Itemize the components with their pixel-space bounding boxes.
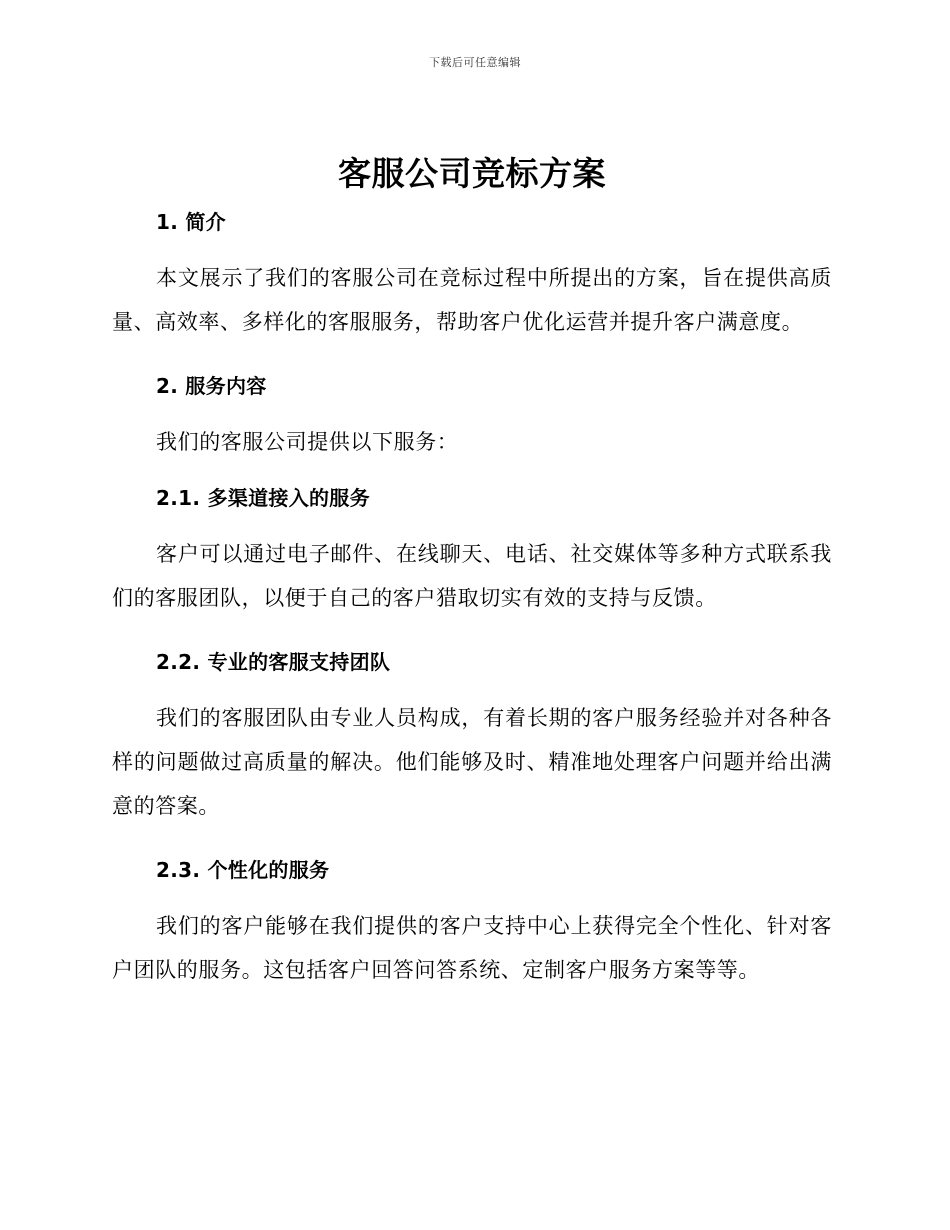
section-personalized <box>112 856 832 992</box>
section-multichannel <box>112 484 832 620</box>
section-heading: 2.1. 多渠道接入的服务 <box>156 486 370 510</box>
section-heading: 1. 简介 <box>156 210 226 234</box>
section-services <box>112 372 832 456</box>
section-paragraph: 我们的客服公司提供以下服务： <box>156 430 459 454</box>
section-heading: 2.2. 专业的客服支持团队 <box>156 650 391 674</box>
document-body <box>112 150 832 992</box>
section-heading: 2.3. 个性化的服务 <box>156 858 330 882</box>
document-title: 客服公司竞标方案 <box>338 154 606 193</box>
section-paragraph: 本文展示了我们的客服公司在竞标过程中所提出的方案，旨在提供高质量、高效率、多样化的客服服务，帮助客户优化运营并提升客户满意度。 <box>112 266 832 334</box>
section-heading: 2. 服务内容 <box>156 374 267 398</box>
section-paragraph: 我们的客户能够在我们提供的客户支持中心上获得完全个性化、针对客户团队的服务。这包括客户回答问答系统、定制客户服务方案等等。 <box>112 914 832 982</box>
section-paragraph: 我们的客服团队由专业人员构成，有着长期的客户服务经验并对各种各样的问题做过高质量的解决。他们能够及时、精准地处理客户问题并给出满意的答案。 <box>112 706 832 818</box>
section-introduction <box>112 208 832 344</box>
section-support-team <box>112 648 832 828</box>
header-note: 下载后可任意编辑 <box>429 56 521 69</box>
section-paragraph: 客户可以通过电子邮件、在线聊天、电话、社交媒体等多种方式联系我们的客服团队，以便于自己的客户猎取切实有效的支持与反馈。 <box>112 542 832 610</box>
